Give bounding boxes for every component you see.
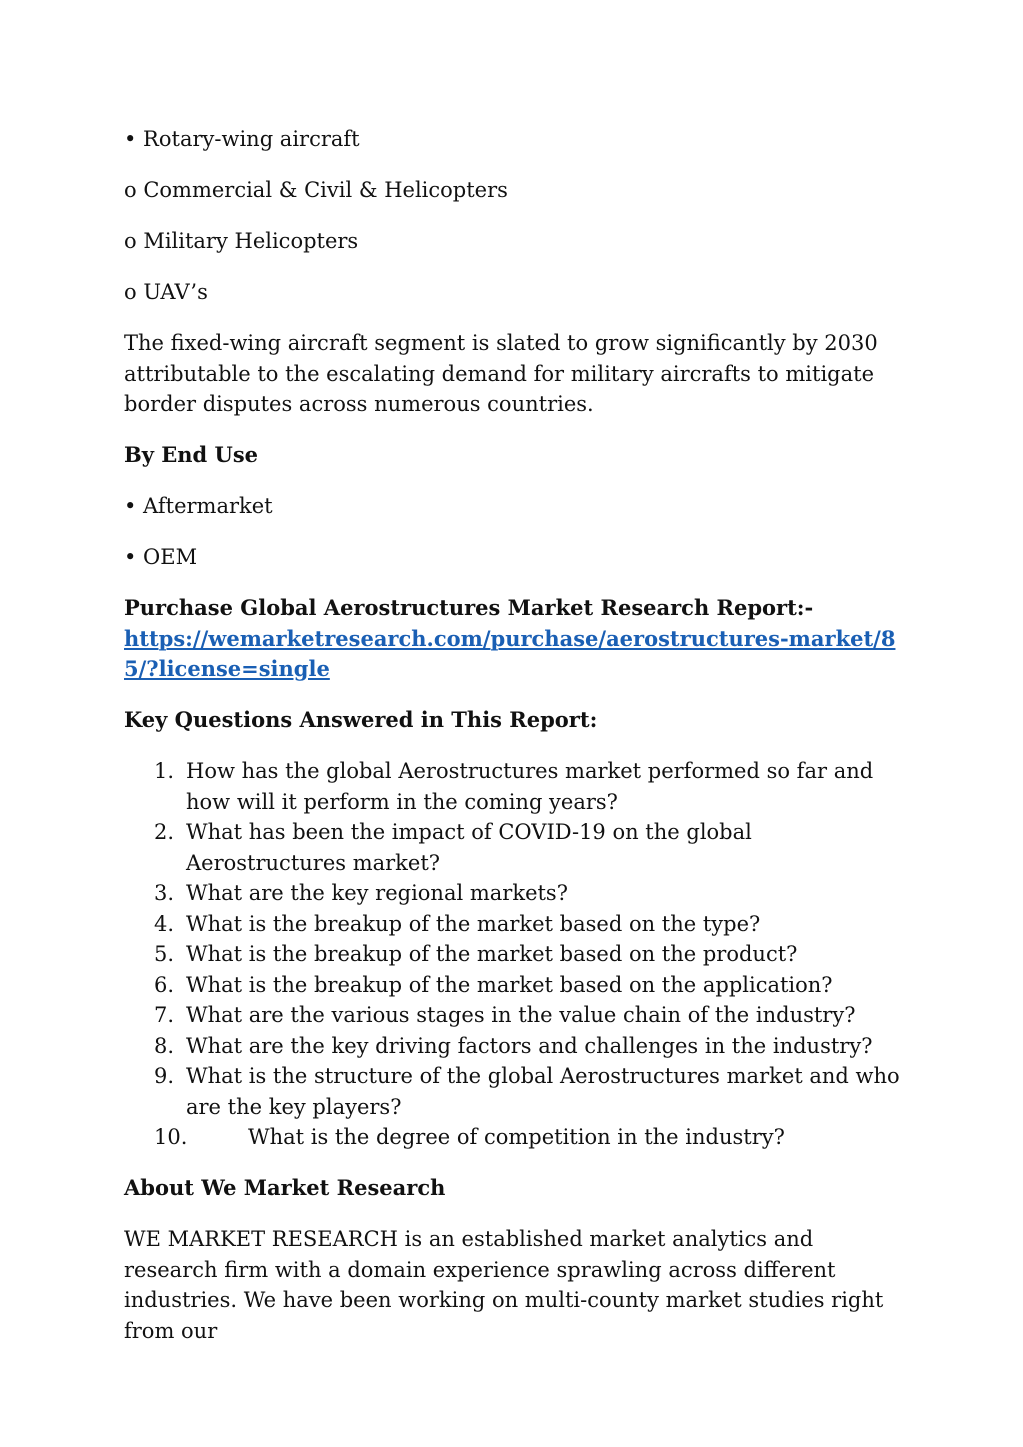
end-use-heading: By End Use xyxy=(124,442,259,467)
list-item-number: 8. xyxy=(154,1033,175,1058)
list-item-text: What is the structure of the global Aerostructures market and who are the key players? xyxy=(186,1064,900,1119)
list-item-number: 7. xyxy=(154,1003,175,1027)
list-item xyxy=(124,878,904,909)
document-body xyxy=(124,124,904,1346)
sub-item-commercial: o Commercial & Civil & Helicopters xyxy=(124,178,508,202)
purchase-link[interactable]: https://wemarketresearch.com/purchase/aerostructures-market/85/?license=single xyxy=(124,625,896,681)
list-item-number: 3. xyxy=(154,881,175,905)
list-item-number: 5. xyxy=(154,942,175,966)
list-item-text: What has been the impact of COVID-19 on the global Aerostructures market? xyxy=(186,820,752,875)
list-item-text: What is the breakup of the market based on the product? xyxy=(186,942,798,966)
about-paragraph: WE MARKET RESEARCH is an established market analytics and research firm with a domain experience sprawling across different industries. We have been working on multi-county market studies right from our xyxy=(124,1227,884,1343)
list-item xyxy=(124,756,904,817)
list-item-text: How has the global Aerostructures market performed so far and how will it perform in the coming years? xyxy=(186,759,874,814)
list-item-number: 1. xyxy=(154,759,175,783)
questions-heading: Key Questions Answered in This Report: xyxy=(124,707,598,732)
list-item-number: 6. xyxy=(154,972,175,997)
bullet-oem: • OEM xyxy=(124,545,198,569)
list-item-number: 2. xyxy=(154,820,175,844)
list-item-text: What is the degree of competition in the industry? xyxy=(248,1125,785,1149)
fixed-wing-paragraph: The fixed-wing aircraft segment is slated to grow significantly by 2030 attributable to the escalating demand for military aircrafts to mitigate border disputes across numerous countries. xyxy=(124,331,878,416)
list-item xyxy=(124,939,904,970)
list-item-number: 9. xyxy=(154,1064,175,1088)
questions-list xyxy=(124,756,904,1153)
sub-item-military: o Military Helicopters xyxy=(124,229,359,253)
purchase-block xyxy=(124,593,904,685)
list-item xyxy=(124,1031,904,1062)
list-item xyxy=(124,909,904,940)
list-item xyxy=(124,970,904,1001)
about-heading: About We Market Research xyxy=(124,1175,446,1200)
list-item-text: What are the key driving factors and challenges in the industry? xyxy=(186,1033,873,1058)
list-item-text: What are the various stages in the value chain of the industry? xyxy=(186,1003,856,1027)
purchase-label: Purchase Global Aerostructures Market Research Report:- xyxy=(124,595,814,620)
sub-item-uav: o UAV’s xyxy=(124,280,208,304)
list-item-number: 4. xyxy=(154,911,175,936)
list-item xyxy=(124,1000,904,1031)
list-item xyxy=(124,817,904,878)
list-item-text: What is the breakup of the market based on the type? xyxy=(186,911,761,936)
list-item xyxy=(124,1122,904,1153)
list-item xyxy=(124,1061,904,1122)
list-item-number: 10. xyxy=(154,1125,188,1149)
bullet-aftermarket: • Aftermarket xyxy=(124,494,273,518)
list-item-text: What is the breakup of the market based on the application? xyxy=(186,972,833,997)
bullet-rotary-wing: • Rotary-wing aircraft xyxy=(124,127,360,151)
list-item-text: What are the key regional markets? xyxy=(186,881,568,905)
